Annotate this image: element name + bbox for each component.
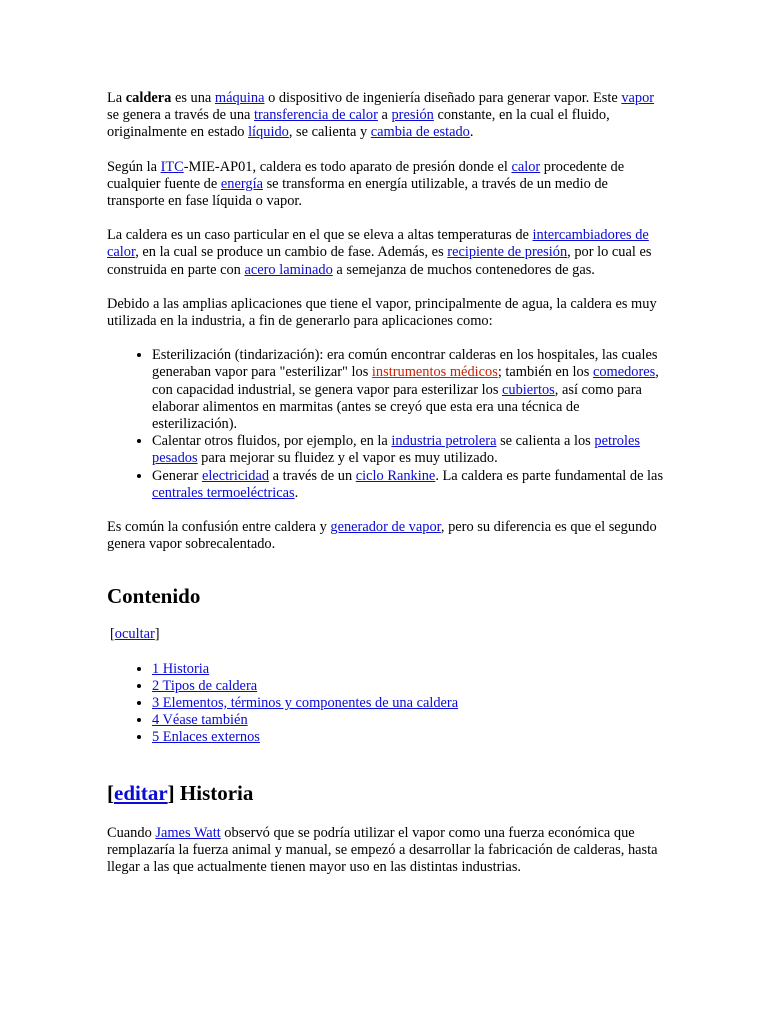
link-energia[interactable]: energía xyxy=(220,175,263,192)
historia-paragraph xyxy=(107,825,665,877)
link-maquina[interactable]: máquina xyxy=(214,90,265,106)
toc-title: Contenido xyxy=(107,584,201,609)
text-run: Cuando xyxy=(107,824,156,841)
text-run: Debido a las amplias aplicaciones que tiene el vapor, principalmente de agua, la caldera es muy utilizada en la industria, a fin de generarlo para aplicaciones como: xyxy=(107,295,657,330)
link-petroles-pesados[interactable]: petroles pesados xyxy=(152,433,640,467)
toc-item xyxy=(152,661,665,678)
toc-list xyxy=(107,661,665,747)
edit-close-bracket: ] xyxy=(167,780,175,805)
link-acero-laminado[interactable]: acero laminado xyxy=(244,261,333,278)
section-title: Historia xyxy=(174,780,254,805)
link-cambia-de-estado[interactable]: cambia de estado xyxy=(370,124,470,141)
toc-hide-link[interactable]: ocultar xyxy=(114,626,155,643)
intro-paragraph-5 xyxy=(107,519,665,553)
toc-item xyxy=(152,695,665,712)
edit-section-link[interactable]: editar xyxy=(114,780,168,805)
link-electricidad[interactable]: electricidad xyxy=(201,467,270,484)
text-run: Esterilización (tindarización): era común encontrar calderas en los hospitales, las cuales generaban vapor para "esterilizar" los xyxy=(152,347,658,381)
text-run: o dispositivo de ingeniería diseñado para generar vapor. Este xyxy=(264,90,622,106)
text-run: , en la cual se produce un cambio de fase. Además, es xyxy=(135,244,448,261)
toc-toggle-close-bracket: ] xyxy=(154,626,160,643)
link-itc[interactable]: ITC xyxy=(160,158,184,175)
toc-item xyxy=(152,712,665,729)
link-liquido[interactable]: líquido xyxy=(248,124,289,141)
toc-toggle xyxy=(110,626,665,643)
bold-term: caldera xyxy=(125,90,172,106)
text-run: para mejorar su fluidez y el vapor es muy utilizado. xyxy=(197,450,498,467)
text-run: ; también en los xyxy=(497,364,593,381)
text-run: a semejanza de muchos contenedores de gas. xyxy=(332,261,595,278)
link-transferencia-de-calor[interactable]: transferencia de calor xyxy=(254,107,378,124)
text-run: se genera a través de una xyxy=(107,107,255,124)
list-item xyxy=(152,468,665,502)
link-centrales-termoelectricas[interactable]: centrales termoeléctricas xyxy=(152,484,295,501)
toc-item xyxy=(152,678,665,695)
link-ciclo-rankine[interactable]: ciclo Rankine xyxy=(355,467,436,484)
text-run: , por lo cual es construida en parte con xyxy=(107,244,652,278)
link-cubiertos[interactable]: cubiertos xyxy=(502,381,555,398)
link-generador-de-vapor[interactable]: generador de vapor xyxy=(330,519,441,536)
text-run: es una xyxy=(171,90,215,106)
toc-link-elementos[interactable]: 3 Elementos, términos y componentes de una caldera xyxy=(152,695,459,712)
text-run: , con capacidad industrial, se genera vapor para esterilizar los xyxy=(152,364,659,398)
text-run: -MIE-AP01, caldera es todo aparato de presión donde el xyxy=(183,158,512,175)
toc-link-enlaces[interactable]: 5 Enlaces externos xyxy=(152,729,260,746)
text-run: , así como para elaborar alimentos en marmitas (antes se creyó que esta era una técnica de esterilización). xyxy=(152,381,642,433)
link-james-watt[interactable]: James Watt xyxy=(155,824,221,841)
text-run: La xyxy=(107,90,126,106)
toc-link-tipos[interactable]: 2 Tipos de caldera xyxy=(152,677,258,694)
text-run: a xyxy=(377,107,392,124)
section-heading-historia xyxy=(107,781,665,805)
link-intercambiadores-de-calor[interactable]: intercambiadores de calor xyxy=(107,227,649,261)
text-run: constante, en la cual el fluido, originalmente en estado xyxy=(107,107,610,141)
applications-list xyxy=(107,347,665,502)
text-run: Según la xyxy=(107,158,161,175)
list-item xyxy=(152,347,665,433)
link-recipiente-de-presion[interactable]: recipiente de presión xyxy=(447,244,568,261)
text-run: , pero su diferencia es que el segundo genera vapor sobrecalentado. xyxy=(107,519,657,553)
text-run: a través de un xyxy=(269,467,356,484)
toc-toggle-open-bracket: [ xyxy=(110,626,115,643)
toc-link-vease[interactable]: 4 Véase también xyxy=(152,712,248,729)
text-run: se transforma en energía utilizable, a través de un medio de transporte en fase líquida o vapor. xyxy=(107,175,608,210)
intro-paragraph-2 xyxy=(107,159,665,211)
text-run: Es común la confusión entre caldera y xyxy=(107,519,331,536)
text-run: . xyxy=(469,124,474,141)
intro-paragraph-1 xyxy=(107,90,665,142)
toc-link-historia[interactable]: 1 Historia xyxy=(152,660,210,677)
toc-item xyxy=(152,729,665,746)
link-presion[interactable]: presión xyxy=(391,107,434,124)
text-run: La caldera es un caso particular en el que se eleva a altas temperaturas de xyxy=(107,227,533,244)
link-instrumentos-medicos[interactable]: instrumentos médicos xyxy=(371,364,498,381)
text-run: Calentar otros fluidos, por ejemplo, en la xyxy=(152,433,392,450)
intro-paragraph-4 xyxy=(107,296,665,330)
link-comedores[interactable]: comedores xyxy=(592,364,656,381)
text-run: . xyxy=(294,484,299,501)
edit-open-bracket: [ xyxy=(107,780,114,805)
text-run: procedente de cualquier fuente de xyxy=(107,158,625,192)
link-calor[interactable]: calor xyxy=(511,158,541,175)
text-run: , se calienta y xyxy=(288,124,371,141)
text-run: . La caldera es parte fundamental de las xyxy=(435,467,664,484)
list-item xyxy=(152,433,665,467)
text-run: observó que se podría utilizar el vapor como una fuerza económica que remplazaría la fuerza animal y manual, se empezó a desarrollar la fabricación de calderas, hasta llegar a las que actualmente tienen mayor uso en las distintas industrias. xyxy=(107,824,658,876)
link-industria-petrolera[interactable]: industria petrolera xyxy=(391,433,497,450)
article-body xyxy=(107,90,665,893)
text-run: se calienta a los xyxy=(496,433,595,450)
text-run: Generar xyxy=(152,467,202,484)
intro-paragraph-3 xyxy=(107,227,665,279)
link-vapor[interactable]: vapor xyxy=(621,90,655,106)
